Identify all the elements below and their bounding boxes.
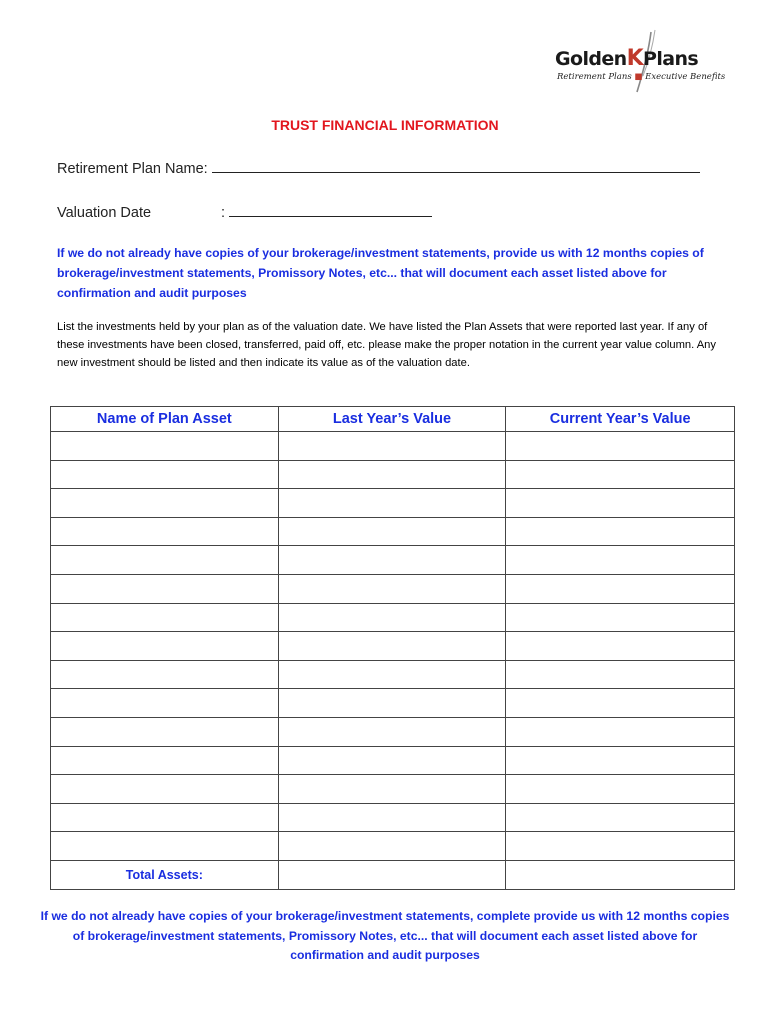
last-year-value-cell[interactable]: [278, 517, 506, 546]
asset-name-cell[interactable]: [51, 432, 279, 461]
last-year-value-cell[interactable]: [278, 746, 506, 775]
table-row: [51, 775, 735, 804]
current-year-value-cell[interactable]: [506, 775, 735, 804]
current-year-value-cell[interactable]: [506, 489, 735, 518]
current-year-value-cell[interactable]: [506, 574, 735, 603]
total-assets-label: Total Assets:: [51, 860, 279, 889]
table-row: [51, 660, 735, 689]
logo-tagline-left: Retirement Plans: [557, 72, 632, 82]
table-row: [51, 632, 735, 661]
plan-name-label: Retirement Plan Name:: [57, 161, 208, 177]
table-row: [51, 432, 735, 461]
last-year-value-cell[interactable]: [278, 632, 506, 661]
asset-name-cell[interactable]: [51, 489, 279, 518]
last-year-value-cell[interactable]: [278, 603, 506, 632]
table-row: [51, 803, 735, 832]
logo-tagline: [557, 72, 725, 82]
asset-name-cell[interactable]: [51, 460, 279, 489]
notice-bottom: If we do not already have copies of your brokerage/investment statements, complete provide us with 12 months copies of brokerage/investment statements, Promissory Notes, etc... that will document each asset listed above for confirmation and audit purposes: [40, 909, 730, 962]
total-current-year-cell[interactable]: [506, 860, 735, 889]
table-row: [51, 574, 735, 603]
current-year-value-cell[interactable]: [506, 803, 735, 832]
table-row: [51, 517, 735, 546]
last-year-value-cell[interactable]: [278, 660, 506, 689]
notice-top: If we do not already have copies of your brokerage/investment statements, provide us with 12 months copies of brokerage/investment statements, Promissory Notes, etc... that will document each asset listed above for confirmation and audit purposes: [57, 246, 704, 300]
asset-name-cell[interactable]: [51, 574, 279, 603]
asset-name-cell[interactable]: [51, 746, 279, 775]
logo-wordmark: [555, 46, 698, 71]
asset-name-cell[interactable]: [51, 803, 279, 832]
asset-name-cell[interactable]: [51, 832, 279, 861]
header-current-years-value: Current Year’s Value: [506, 407, 735, 432]
current-year-value-cell[interactable]: [506, 717, 735, 746]
total-assets-row: [51, 860, 735, 889]
last-year-value-cell[interactable]: [278, 574, 506, 603]
header-last-years-value: Last Year’s Value: [278, 407, 506, 432]
asset-name-cell[interactable]: [51, 632, 279, 661]
last-year-value-cell[interactable]: [278, 489, 506, 518]
last-year-value-cell[interactable]: [278, 775, 506, 804]
asset-name-cell[interactable]: [51, 775, 279, 804]
plan-name-input-line[interactable]: [212, 158, 700, 173]
logo-separator-icon: ■: [634, 72, 643, 82]
last-year-value-cell[interactable]: [278, 432, 506, 461]
table-row: [51, 689, 735, 718]
table-row: [51, 460, 735, 489]
current-year-value-cell[interactable]: [506, 660, 735, 689]
asset-name-cell[interactable]: [51, 603, 279, 632]
valuation-date-colon: :: [221, 205, 226, 221]
asset-name-cell[interactable]: [51, 517, 279, 546]
current-year-value-cell[interactable]: [506, 746, 735, 775]
logo-tagline-right: Executive Benefits: [645, 72, 726, 82]
current-year-value-cell[interactable]: [506, 603, 735, 632]
current-year-value-cell[interactable]: [506, 832, 735, 861]
table-row: [51, 489, 735, 518]
last-year-value-cell[interactable]: [278, 717, 506, 746]
last-year-value-cell[interactable]: [278, 832, 506, 861]
header-name-of-plan-asset: Name of Plan Asset: [51, 407, 279, 432]
plan-assets-table: [50, 406, 735, 890]
current-year-value-cell[interactable]: [506, 689, 735, 718]
current-year-value-cell[interactable]: [506, 517, 735, 546]
table-row: [51, 603, 735, 632]
asset-name-cell[interactable]: [51, 546, 279, 575]
table-row: [51, 832, 735, 861]
golden-k-plans-logo: [553, 28, 728, 100]
current-year-value-cell[interactable]: [506, 546, 735, 575]
last-year-value-cell[interactable]: [278, 803, 506, 832]
current-year-value-cell[interactable]: [506, 460, 735, 489]
current-year-value-cell[interactable]: [506, 432, 735, 461]
table-row: [51, 717, 735, 746]
current-year-value-cell[interactable]: [506, 632, 735, 661]
valuation-date-input-line[interactable]: [229, 202, 432, 217]
asset-name-cell[interactable]: [51, 717, 279, 746]
plan-name-field: [57, 158, 700, 177]
last-year-value-cell[interactable]: [278, 546, 506, 575]
table-row: [51, 546, 735, 575]
last-year-value-cell[interactable]: [278, 460, 506, 489]
asset-name-cell[interactable]: [51, 660, 279, 689]
table-row: [51, 746, 735, 775]
page-title: TRUST FINANCIAL INFORMATION: [271, 117, 499, 133]
last-year-value-cell[interactable]: [278, 689, 506, 718]
total-last-year-cell[interactable]: [278, 860, 506, 889]
logo-brand-part2: Plans: [643, 48, 699, 70]
valuation-date-label: Valuation Date: [57, 205, 152, 221]
table-header-row: [51, 407, 735, 432]
valuation-date-field: [57, 202, 432, 221]
logo-brand-k: K: [626, 46, 644, 71]
logo-brand-part1: Golden: [555, 48, 627, 70]
instructions-paragraph: List the investments held by your plan as of the valuation date. We have listed the Plan Assets that were reported last year. If any of these investments have been closed, transferred, paid off, etc. please make the proper notation in the current year value column. Any new investment should be listed and then indicate its value as of the valuation date.: [57, 321, 716, 369]
asset-name-cell[interactable]: [51, 689, 279, 718]
